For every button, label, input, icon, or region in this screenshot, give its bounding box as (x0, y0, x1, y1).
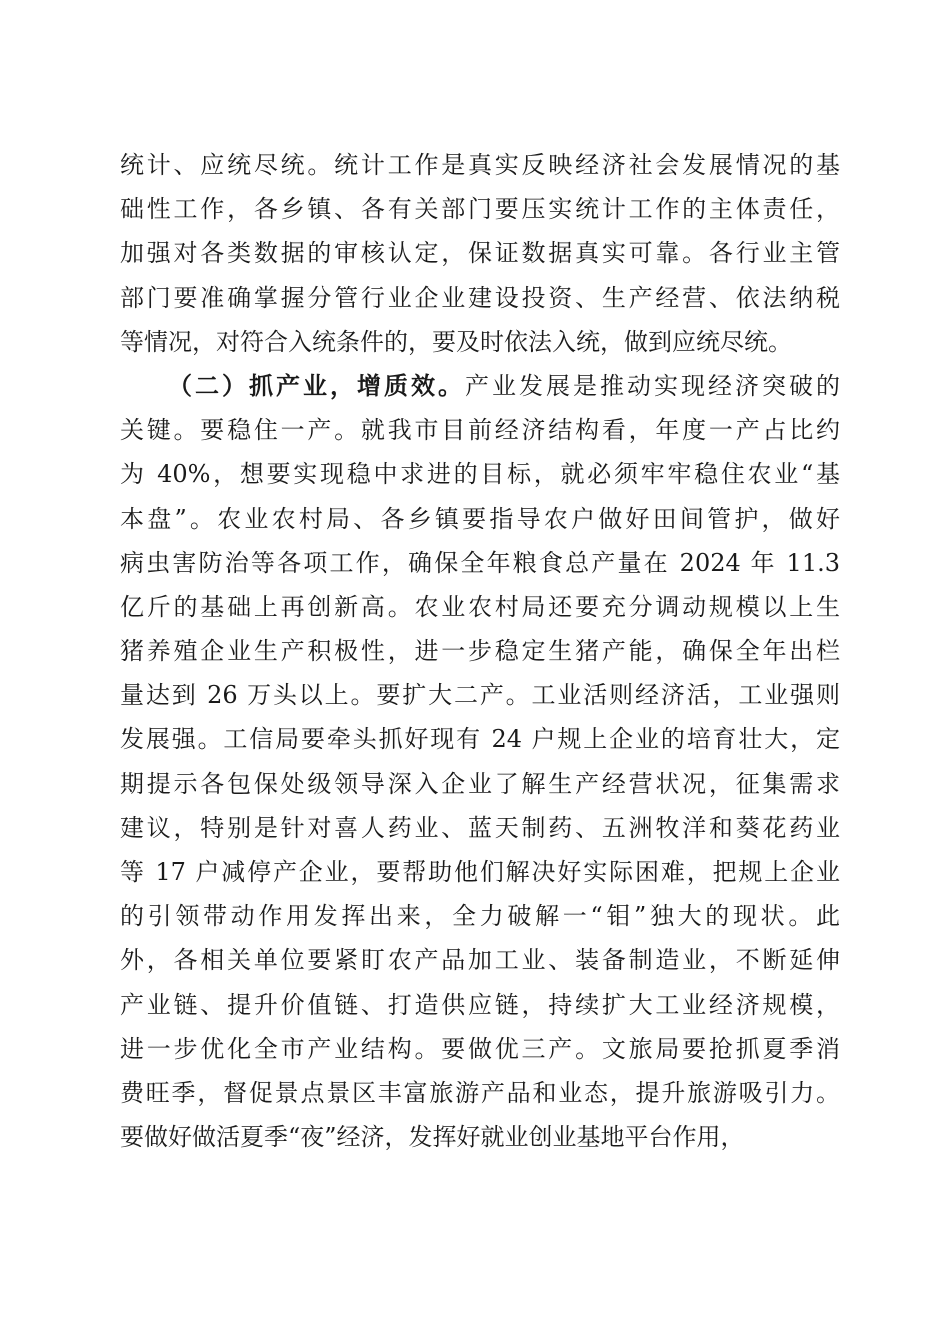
text-line: 发展强。工信局要牵头抓好现有 24 户规上企业的培育壮大，定 (120, 725, 840, 754)
body-text (120, 143, 840, 1159)
text-line: 亿斤的基础上再创新高。农业农村局还要充分调动规模以上生 (120, 592, 840, 621)
text-line: 病虫害防治等各项工作，确保全年粮食总产量在 2024 年 11.3 (120, 548, 840, 577)
section-heading: （二）抓产业，增质效。 (168, 370, 465, 400)
text-line: 关键。要稳住一产。就我市目前经济结构看，年度一产占比约 (120, 416, 840, 445)
section-first-line (120, 364, 840, 408)
text-line: 建议，特别是针对喜人药业、蓝天制药、五洲牧洋和葵花药业 (120, 813, 840, 842)
text-line: 期提示各包保处级领导深入企业了解生产经营状况，征集需求 (120, 769, 840, 798)
text-line: 为 40%，想要实现稳中求进的目标，就必须牢牢稳住农业“基 (120, 460, 840, 489)
text-line: 外，各相关单位要紧盯农产品加工业、装备制造业，不断延伸 (120, 946, 840, 975)
text-line: 础性工作，各乡镇、各有关部门要压实统计工作的主体责任， (120, 195, 840, 224)
text-line: 统计、应统尽统。统计工作是真实反映经济社会发展情况的基 (120, 151, 840, 179)
text-line: 加强对各类数据的审核认定，保证数据真实可靠。各行业主管 (120, 239, 840, 268)
text-line: 部门要准确掌握分管行业企业建设投资、生产经营、依法纳税 (120, 283, 840, 312)
text-line: 费旺季，督促景点景区丰富旅游产品和业态，提升旅游吸引力。 (120, 1078, 840, 1107)
text-line: 量达到 26 万头以上。要扩大二产。工业活则经济活，工业强则 (120, 681, 840, 710)
text-line: 本盘”。农业农村局、各乡镇要指导农户做好田间管护，做好 (120, 504, 840, 533)
section-first-line-text: 产业发展是推动实现经济突破的 (465, 371, 840, 400)
text-line: 等 17 户减停产企业，要帮助他们解决好实际困难，把规上企业 (120, 858, 840, 886)
text-line: 进一步优化全市产业结构。要做优三产。文旅局要抢抓夏季消 (120, 1034, 840, 1063)
text-line: 产业链、提升价值链、打造供应链，持续扩大工业经济规模， (120, 990, 840, 1019)
text-line: 要做好做活夏季“夜”经济，发挥好就业创业基地平台作用， (120, 1123, 745, 1152)
text-line: 等情况，对符合入统条件的，要及时依法入统，做到应统尽统。 (120, 327, 792, 356)
text-line: 猪养殖企业生产积极性，进一步稳定生猪产能，确保全年出栏 (120, 637, 840, 666)
text-line: 的引领带动作用发挥出来，全力破解一“钼”独大的现状。此 (120, 902, 840, 931)
